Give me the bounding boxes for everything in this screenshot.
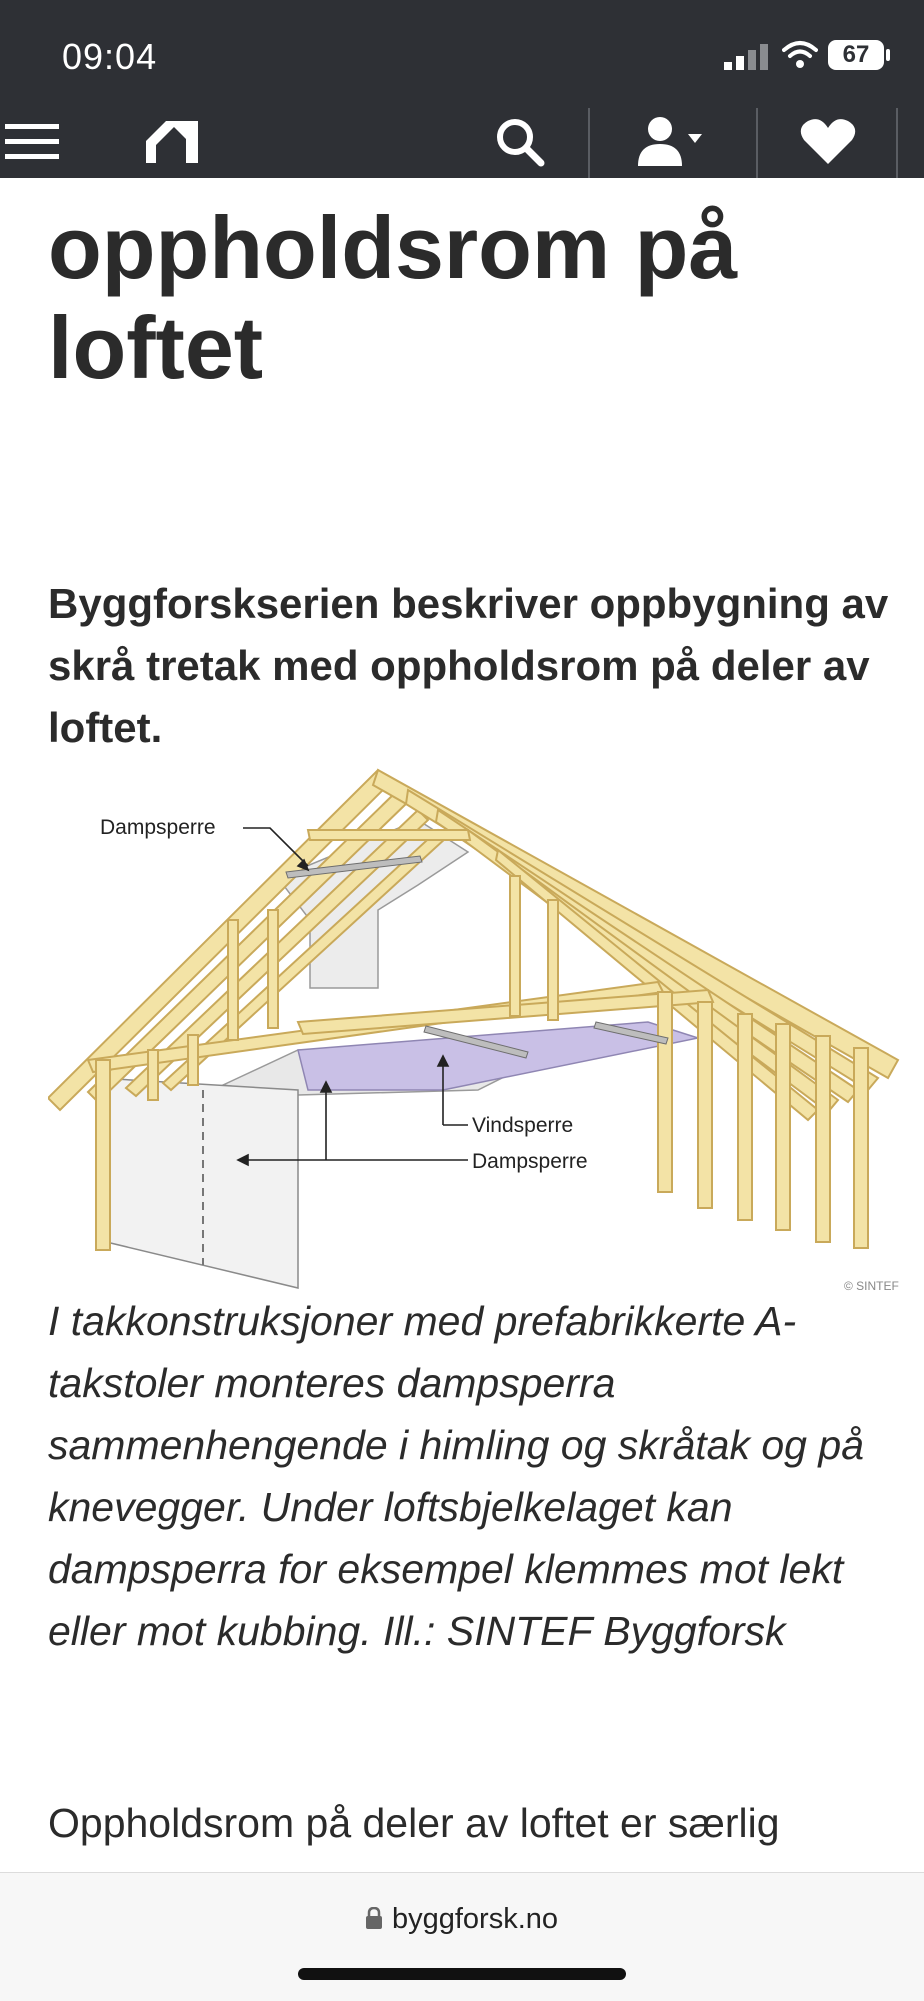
battery-level: 67	[828, 40, 884, 70]
article-title: oppholdsrom på loftet	[48, 198, 738, 397]
figure-caption: I takkonstruksjoner med prefabrikkerte A-takstoler monteres dampsperra sammenhengende i himling og skråtak og på knevegger. Under loftsbjelkelaget kan dampsperra for eksempel klemmes mot lekt eller mot kubbing. Ill.: SINTEF Byggforsk	[48, 1298, 864, 1654]
battery-icon	[886, 49, 890, 61]
nav-divider	[588, 108, 590, 178]
search-icon[interactable]	[490, 106, 550, 178]
nav-divider	[756, 108, 758, 178]
home-indicator	[298, 1968, 626, 1980]
lock-icon	[366, 1904, 382, 1937]
cellular-signal-icon	[724, 44, 770, 75]
heart-icon[interactable]	[796, 106, 860, 178]
user-dropdown-icon[interactable]	[628, 106, 720, 178]
home-icon[interactable]	[140, 106, 204, 178]
figure-credit: © SINTEF	[844, 1279, 899, 1293]
article-body: Oppholdsrom på deler av loftet er særlig	[48, 1800, 780, 1846]
label-vindsperre: Vindsperre	[472, 1114, 574, 1137]
label-dampsperre-bottom: Dampsperre	[472, 1150, 588, 1173]
article-content	[48, 178, 898, 759]
browser-address-bar[interactable]	[0, 1872, 924, 2001]
status-bar	[0, 0, 924, 106]
article-lead: Byggforskserien beskriver oppbygning av skrå tretak med oppholdsrom på deler av loftet.	[48, 580, 889, 751]
hamburger-menu-icon[interactable]	[0, 106, 64, 178]
site-nav	[0, 106, 924, 178]
nav-divider	[896, 108, 898, 178]
wifi-icon	[782, 40, 818, 75]
url-text: byggforsk.no	[391, 1903, 559, 1935]
label-dampsperre-top: Dampsperre	[100, 816, 216, 839]
app-header	[0, 0, 924, 178]
url-display[interactable]	[0, 1903, 924, 1937]
status-time: 09:04	[62, 36, 158, 77]
roof-illustration	[48, 760, 908, 1300]
